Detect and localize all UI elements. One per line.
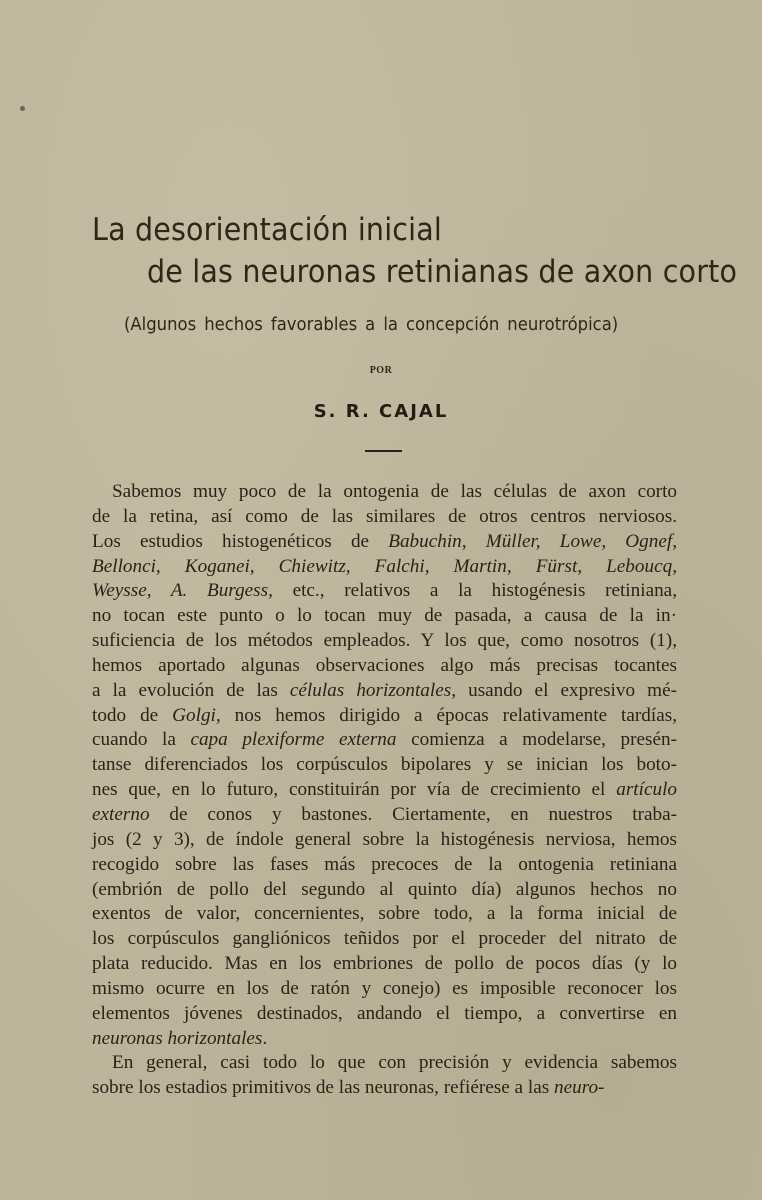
text-line: [92, 654, 677, 679]
text-segment: elementos jóvenes destinados, andando el tiempo, a convertirse en: [92, 1002, 677, 1024]
text-segment: hemos aportado algunas observaciones algo más precisas tocantes: [92, 654, 677, 676]
text-segment: usando el expresivo mé-: [456, 679, 677, 701]
text-segment: de la retina, así como de las similares de otros centros nerviosos.: [92, 505, 677, 527]
text-segment: recogido sobre las fases más precoces de la ontogenia retiniana: [92, 853, 677, 875]
text-segment: jos (2 y 3), de índole general sobre la histogénesis nerviosa, hemos: [92, 828, 677, 850]
text-line: [92, 753, 677, 778]
italic-text: Golgi,: [172, 704, 221, 726]
paragraph: [92, 1051, 677, 1101]
text-line: [92, 555, 677, 580]
text-segment: nos hemos dirigido a épocas relativamente tardías,: [220, 704, 677, 726]
italic-text: neuronas horizontales: [92, 1027, 263, 1049]
text-segment: a la evolución de las: [92, 679, 290, 701]
italic-text: células horizontales,: [289, 679, 457, 701]
text-segment: Los estudios histogenéticos de: [92, 530, 389, 552]
article-body: [92, 480, 677, 1101]
text-line: [92, 902, 677, 927]
text-segment: tanse diferenciados los corpúsculos bipolares y se inician los boto-: [92, 754, 677, 776]
text-line: [92, 977, 677, 1002]
text-line: [92, 704, 677, 729]
text-segment: En general, casi todo lo que con precisión y evidencia sabemos: [112, 1052, 677, 1074]
paragraph: [92, 480, 677, 1051]
italic-text: artículo: [616, 779, 677, 801]
text-line: [92, 927, 677, 952]
text-line: [92, 728, 677, 753]
text-line: [92, 604, 677, 629]
text-line: [92, 853, 677, 878]
article-subtitle: (Algunos hechos favorables a la concepción neurotrópica): [124, 315, 619, 335]
italic-text: capa plexiforme externa: [190, 729, 397, 751]
text-segment: exentos de valor, concernientes, sobre todo, a la forma inicial de: [92, 903, 677, 925]
italic-text: externo: [92, 803, 150, 825]
italic-text: neuro-: [553, 1077, 605, 1099]
text-segment: .: [262, 1027, 268, 1049]
text-segment: cuando la: [92, 729, 191, 751]
text-line: [92, 878, 677, 903]
italic-text: Weysse, A. Burgess,: [92, 580, 273, 602]
text-segment: comienza a modelarse, presén-: [396, 729, 677, 751]
text-line: [92, 1002, 677, 1027]
text-segment: todo de: [92, 704, 173, 726]
text-segment: los corpúsculos gangliónicos teñidos por el proceder del nitrato de: [92, 928, 677, 950]
text-segment: plata reducido. Mas en los embriones de pollo de pocos días (y lo: [92, 953, 677, 975]
text-line: [92, 803, 677, 828]
text-segment: no tocan este punto o lo tocan muy de pasada, a causa de la in·: [92, 605, 677, 627]
text-line: [92, 530, 677, 555]
text-segment: suficiencia de los métodos empleados. Y los que, como nosotros (1),: [92, 630, 677, 652]
byline-prefix: POR: [369, 365, 393, 376]
italic-text: Babuchin, Müller, Lowe, Ognef,: [388, 530, 677, 552]
text-line: [92, 828, 677, 853]
text-line: [92, 579, 677, 604]
text-line: [92, 778, 677, 803]
text-line: [92, 679, 677, 704]
text-line: [92, 952, 677, 977]
text-segment: sobre los estadios primitivos de las neuronas, refiérese a las: [92, 1077, 554, 1099]
text-line: [92, 1051, 677, 1076]
text-segment: nes que, en lo futuro, constituirán por vía de crecimiento el: [92, 779, 617, 801]
text-line: [92, 629, 677, 654]
text-line: [92, 1027, 677, 1052]
text-segment: mismo ocurre en los de ratón y conejo) es imposible reconocer los: [92, 977, 677, 999]
section-divider: [365, 450, 402, 452]
author-name: S. R. CAJAL: [313, 401, 449, 422]
italic-text: Bellonci, Koganei, Chiewitz, Falchi, Martin, Fürst, Leboucq,: [92, 555, 677, 577]
article-title-line-1: La desorientación inicial: [92, 212, 443, 248]
article-title-line-2: de las neuronas retinianas de axon corto: [147, 254, 738, 290]
text-segment: de conos y bastones. Ciertamente, en nuestros traba-: [149, 803, 677, 825]
text-segment: Sabemos muy poco de la ontogenia de las células de axon corto: [112, 481, 677, 502]
text-segment: (embrión de pollo del segundo al quinto día) algunos hechos no: [92, 878, 677, 900]
text-line: [92, 505, 677, 530]
text-line: [92, 1076, 677, 1101]
text-line: [92, 480, 677, 505]
paper-blemish: [20, 106, 25, 111]
text-segment: etc., relativos a la histogénesis retiniana,: [272, 580, 677, 602]
